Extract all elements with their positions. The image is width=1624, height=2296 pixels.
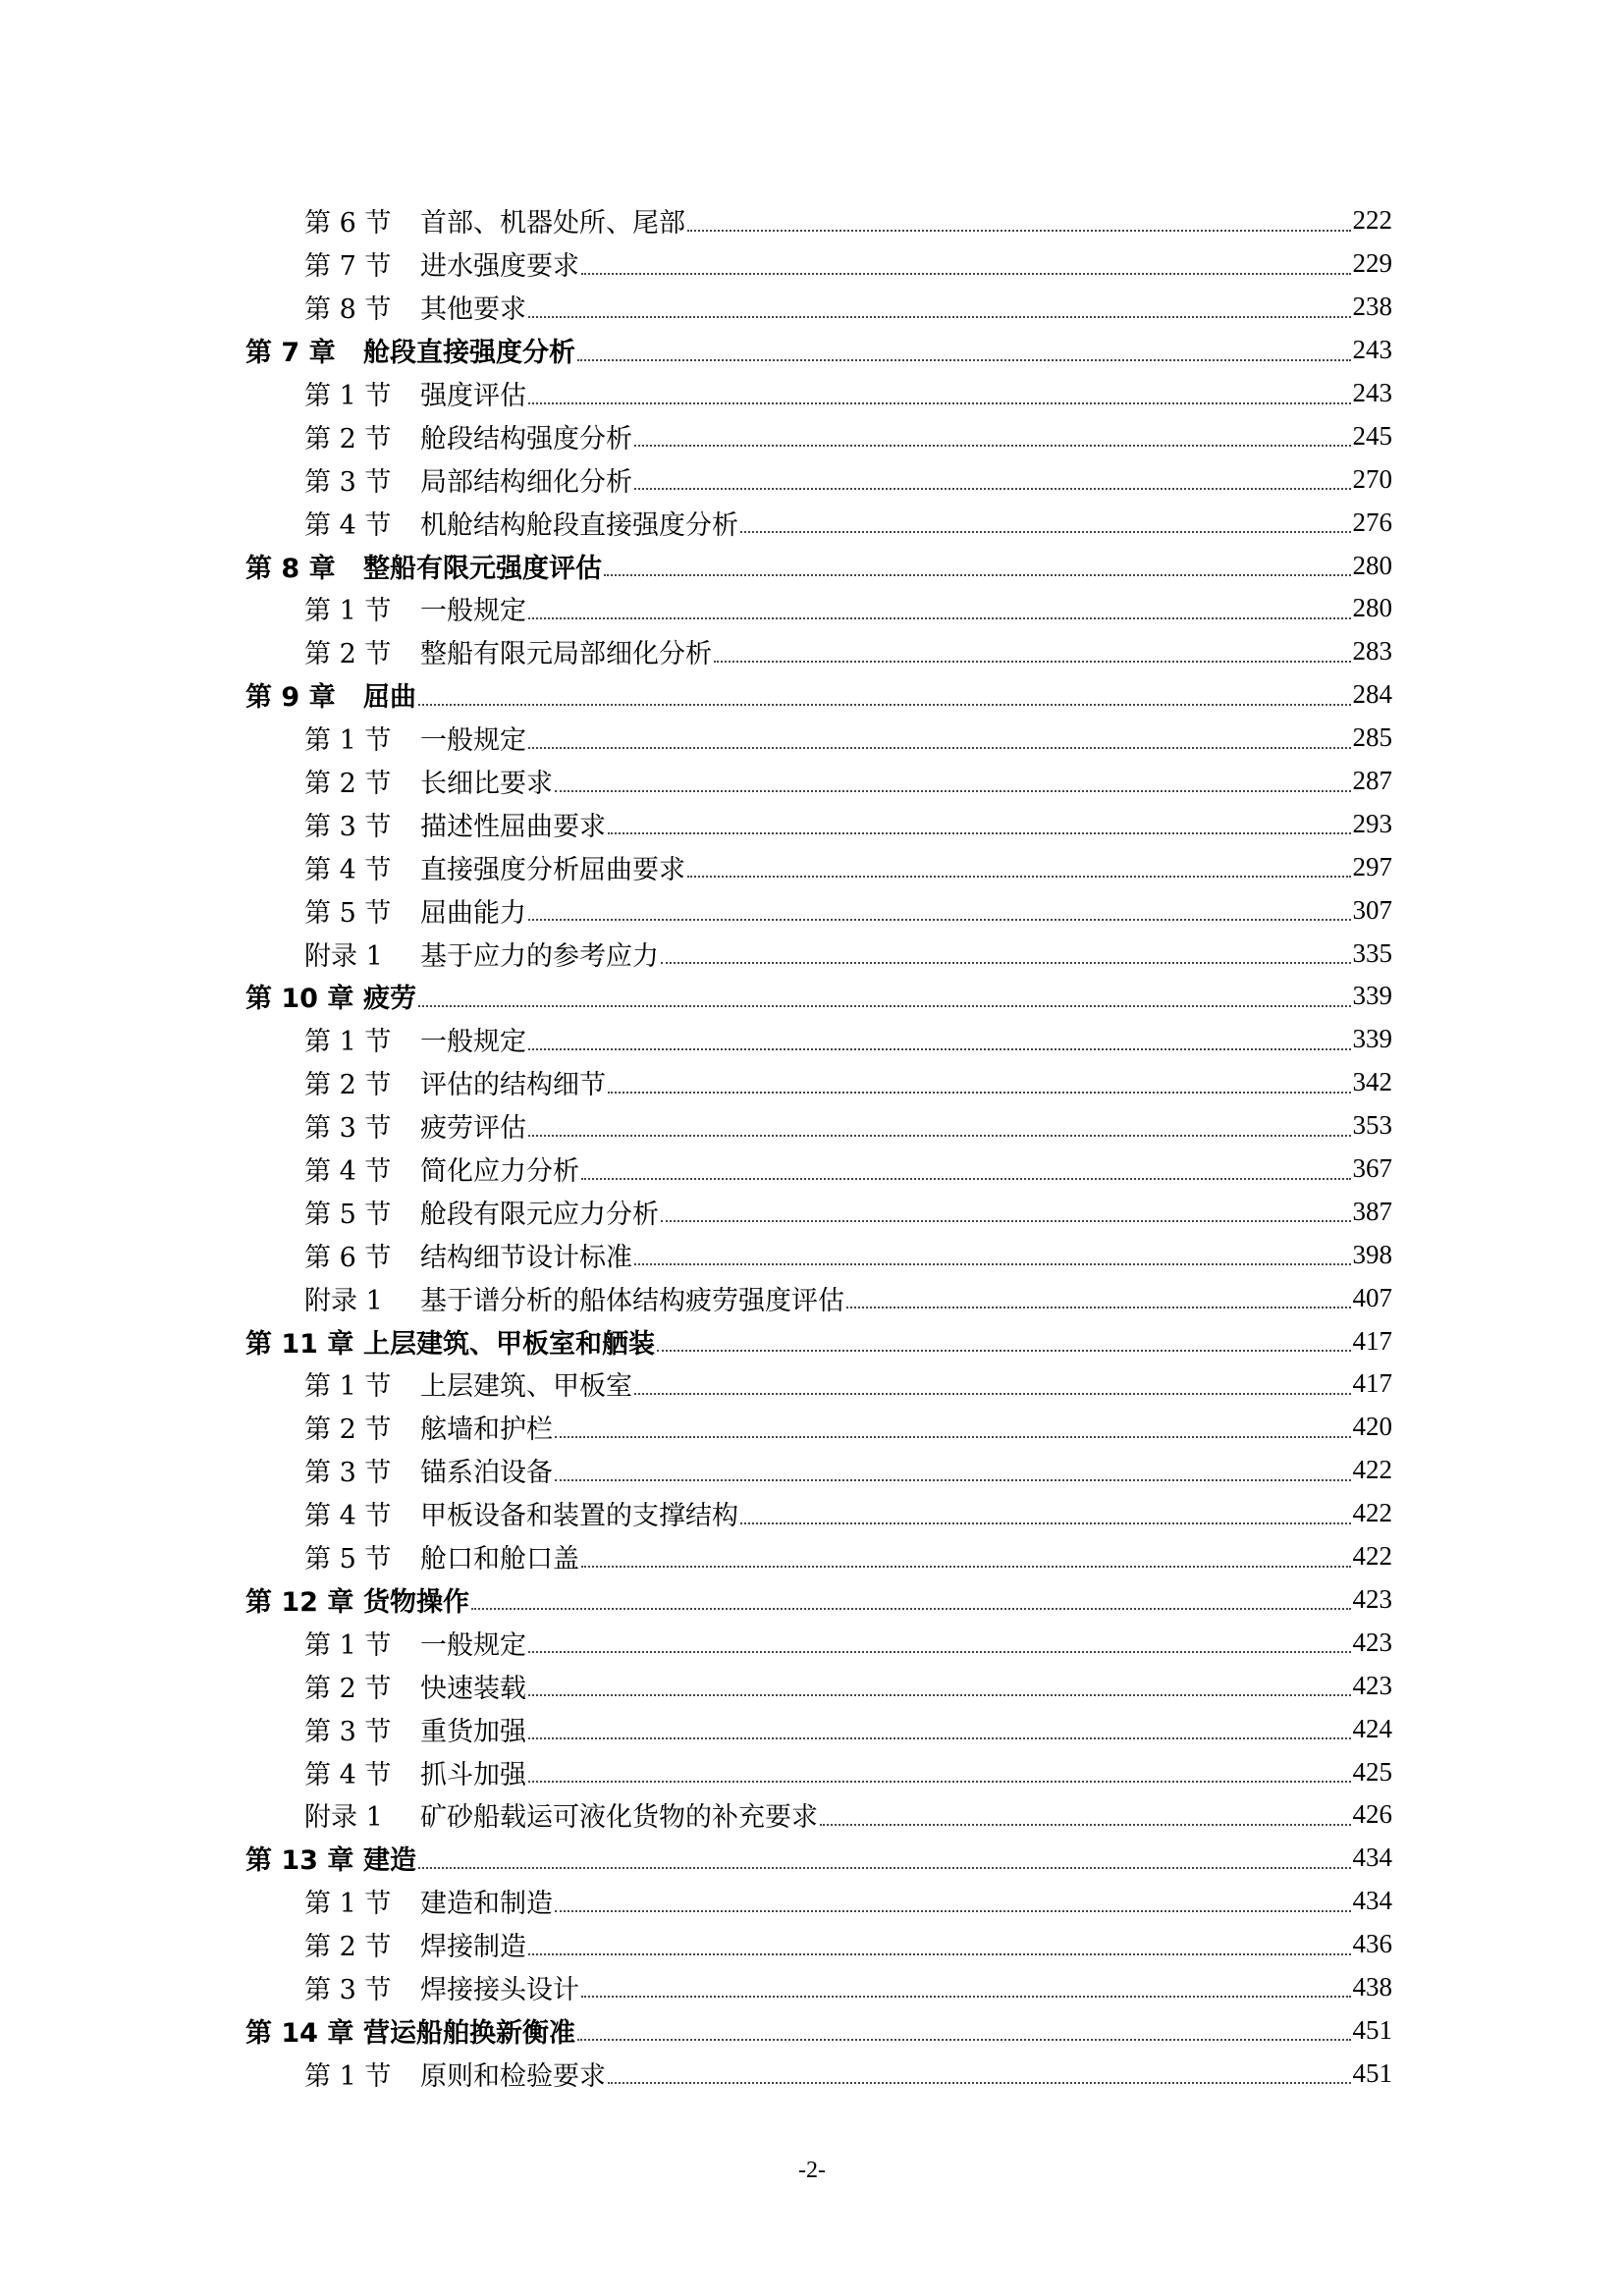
- entry-number: 第 3 节: [304, 1458, 392, 1489]
- toc-section-entry[interactable]: [245, 199, 1392, 242]
- toc-section-entry[interactable]: [245, 414, 1392, 457]
- entry-number: 第 2 节: [304, 769, 392, 800]
- toc-section-entry[interactable]: [245, 372, 1392, 415]
- entry-title: 整船有限元局部细化分析: [420, 639, 712, 670]
- toc-section-entry[interactable]: [245, 845, 1392, 888]
- entry-number: 第 4 节: [304, 509, 392, 541]
- entry-page-number: 229: [1352, 248, 1392, 279]
- entry-page-number: 436: [1352, 1929, 1392, 1959]
- entry-number: 第 4 节: [304, 1156, 392, 1188]
- entry-title: 进水强度要求: [420, 251, 579, 283]
- dot-leader: [608, 1092, 1351, 1094]
- entry-title: 一般规定: [420, 596, 526, 627]
- toc-section-entry[interactable]: [245, 630, 1392, 673]
- toc-section-entry[interactable]: [245, 1793, 1392, 1837]
- entry-number: 第 6 节: [304, 208, 392, 240]
- toc-section-entry[interactable]: [245, 1923, 1392, 1966]
- toc-section-entry[interactable]: [245, 457, 1392, 501]
- toc-section-entry[interactable]: [245, 501, 1392, 544]
- entry-number: 第 1 节: [304, 725, 392, 757]
- dot-leader: [528, 1953, 1351, 1955]
- toc-section-entry[interactable]: [245, 1061, 1392, 1104]
- entry-title: 舱段有限元应力分析: [420, 1199, 659, 1230]
- toc-section-entry[interactable]: [245, 1148, 1392, 1191]
- entry-title: 其他要求: [420, 294, 526, 326]
- entry-number: 第 4 节: [304, 1759, 392, 1790]
- dot-leader: [634, 488, 1351, 490]
- entry-page-number: 422: [1352, 1498, 1392, 1528]
- entry-number: 第 7 章: [245, 338, 336, 369]
- entry-page-number: 280: [1352, 593, 1392, 623]
- dot-leader: [528, 1694, 1351, 1696]
- entry-number: 第 5 节: [304, 897, 392, 929]
- entry-number: 第 1 节: [304, 381, 392, 411]
- entry-page-number: 276: [1352, 507, 1392, 537]
- toc-chapter-entry[interactable]: [245, 1837, 1392, 1880]
- entry-number: 第 8 章: [245, 553, 336, 584]
- entry-number: 第 4 节: [304, 1501, 392, 1532]
- entry-title: 基于谱分析的船体结构疲劳强度评估: [420, 1285, 844, 1316]
- toc-chapter-entry[interactable]: [245, 1578, 1392, 1622]
- entry-title: 焊接制造: [420, 1932, 526, 1963]
- entry-title: 直接强度分析屈曲要求: [420, 854, 685, 885]
- table-of-contents: [245, 199, 1392, 2095]
- entry-page-number: 423: [1352, 1583, 1392, 1614]
- entry-title: 描述性屈曲要求: [420, 811, 606, 842]
- entry-title: 评估的结构细节: [420, 1070, 606, 1101]
- entry-number: 第 1 节: [304, 1889, 392, 1920]
- entry-title: 上层建筑、甲板室: [420, 1371, 632, 1403]
- toc-section-entry[interactable]: [245, 587, 1392, 630]
- entry-number: 第 5 节: [304, 1199, 392, 1230]
- entry-number: 第 2 节: [304, 1415, 392, 1446]
- entry-page-number: 424: [1352, 1713, 1392, 1743]
- entry-number: 第 5 节: [304, 1544, 392, 1575]
- entry-title: 舱段结构强度分析: [420, 423, 632, 454]
- toc-section-entry[interactable]: [245, 760, 1392, 803]
- dot-leader: [528, 316, 1351, 318]
- entry-number: 第 2 节: [304, 1070, 392, 1101]
- entry-number: 第 3 节: [304, 1974, 392, 2005]
- entry-page-number: 280: [1352, 550, 1392, 580]
- entry-title: 货物操作: [363, 1586, 469, 1618]
- entry-number: 第 3 节: [304, 811, 392, 842]
- entry-number: 附录 1: [304, 1802, 383, 1834]
- dot-leader: [634, 1263, 1351, 1265]
- entry-number: 第 11 章: [245, 1328, 354, 1360]
- entry-number: 第 9 章: [245, 682, 336, 714]
- toc-chapter-entry[interactable]: [245, 2008, 1392, 2052]
- dot-leader: [846, 1307, 1351, 1308]
- dot-leader: [634, 445, 1351, 447]
- dot-leader: [528, 747, 1351, 749]
- entry-page-number: 420: [1352, 1412, 1392, 1442]
- dot-leader: [657, 1350, 1351, 1352]
- entry-number: 第 1 节: [304, 1027, 392, 1058]
- entry-title: 抓斗加强: [420, 1759, 526, 1790]
- entry-title: 长细比要求: [420, 769, 553, 800]
- dot-leader: [577, 359, 1351, 361]
- entry-page-number: 287: [1352, 766, 1392, 796]
- dot-leader: [528, 402, 1351, 404]
- entry-number: 第 3 节: [304, 466, 392, 498]
- dot-leader: [528, 919, 1351, 921]
- entry-page-number: 283: [1352, 636, 1392, 667]
- entry-title: 局部结构细化分析: [420, 466, 632, 498]
- entry-page-number: 270: [1352, 463, 1392, 494]
- toc-section-entry[interactable]: [245, 1406, 1392, 1449]
- entry-page-number: 342: [1352, 1067, 1392, 1097]
- dot-leader: [581, 273, 1351, 275]
- entry-page-number: 307: [1352, 894, 1392, 925]
- entry-title: 快速装载: [420, 1673, 526, 1704]
- entry-number: 第 1 节: [304, 2060, 392, 2092]
- entry-page-number: 434: [1352, 1886, 1392, 1916]
- dot-leader: [528, 617, 1351, 619]
- dot-leader: [555, 1436, 1351, 1438]
- entry-page-number: 297: [1352, 851, 1392, 881]
- dot-leader: [528, 1737, 1351, 1739]
- dot-leader: [418, 1005, 1351, 1007]
- dot-leader: [714, 661, 1351, 663]
- toc-section-entry[interactable]: [245, 888, 1392, 932]
- entry-title: 强度评估: [420, 381, 526, 411]
- entry-page-number: 243: [1352, 378, 1392, 407]
- entry-title: 基于应力的参考应力: [420, 940, 659, 972]
- entry-title: 一般规定: [420, 1027, 526, 1058]
- entry-number: 第 10 章: [245, 984, 354, 1015]
- entry-page-number: 426: [1352, 1799, 1392, 1830]
- dot-leader: [687, 230, 1351, 232]
- dot-leader: [528, 1781, 1351, 1783]
- entry-page-number: 335: [1352, 937, 1392, 968]
- toc-chapter-entry[interactable]: [245, 329, 1392, 372]
- entry-page-number: 438: [1352, 1971, 1392, 2002]
- entry-title: 上层建筑、甲板室和舾装: [363, 1328, 655, 1360]
- toc-section-entry[interactable]: [245, 1018, 1392, 1061]
- entry-number: 附录 1: [304, 940, 383, 972]
- entry-number: 第 3 节: [304, 1716, 392, 1747]
- entry-number: 第 12 章: [245, 1586, 354, 1618]
- toc-section-entry[interactable]: [245, 242, 1392, 286]
- toc-chapter-entry[interactable]: [245, 975, 1392, 1018]
- entry-title: 疲劳: [363, 984, 416, 1015]
- toc-section-entry[interactable]: [245, 2052, 1392, 2095]
- dot-leader: [740, 1522, 1351, 1524]
- toc-section-entry[interactable]: [245, 286, 1392, 329]
- dot-leader: [528, 1135, 1351, 1137]
- entry-title: 机舱结构舱段直接强度分析: [420, 509, 738, 541]
- dot-leader: [581, 1178, 1351, 1180]
- entry-page-number: 425: [1352, 1756, 1392, 1787]
- entry-title: 屈曲: [363, 682, 416, 714]
- entry-title: 重货加强: [420, 1716, 526, 1747]
- dot-leader: [471, 1608, 1351, 1610]
- entry-page-number: 367: [1352, 1153, 1392, 1184]
- entry-page-number: 222: [1352, 205, 1392, 236]
- entry-title: 建造和制造: [420, 1889, 553, 1920]
- entry-number: 附录 1: [304, 1285, 383, 1316]
- entry-title: 一般规定: [420, 1629, 526, 1661]
- toc-section-entry[interactable]: [245, 1276, 1392, 1319]
- entry-number: 第 1 节: [304, 1629, 392, 1661]
- entry-title: 原则和检验要求: [420, 2060, 606, 2092]
- dot-leader: [418, 1867, 1351, 1869]
- page-number: -2-: [798, 2158, 826, 2183]
- entry-page-number: 339: [1352, 981, 1392, 1011]
- entry-page-number: 423: [1352, 1627, 1392, 1657]
- entry-title: 舱口和舱口盖: [420, 1544, 579, 1575]
- dot-leader: [687, 876, 1351, 878]
- dot-leader: [528, 1651, 1351, 1653]
- dot-leader: [820, 1824, 1351, 1826]
- entry-title: 舱段直接强度分析: [363, 338, 575, 369]
- entry-number: 第 4 节: [304, 854, 392, 885]
- dot-leader: [581, 1566, 1351, 1568]
- toc-section-entry[interactable]: [245, 1449, 1392, 1492]
- entry-number: 第 1 节: [304, 596, 392, 627]
- entry-title: 舷墙和护栏: [420, 1415, 553, 1446]
- entry-number: 第 13 章: [245, 1845, 354, 1877]
- entry-page-number: 285: [1352, 722, 1392, 753]
- entry-page-number: 451: [1352, 2014, 1392, 2045]
- entry-page-number: 434: [1352, 1842, 1392, 1873]
- dot-leader: [581, 1996, 1351, 1998]
- entry-number: 第 6 节: [304, 1242, 392, 1273]
- entry-page-number: 238: [1352, 292, 1392, 322]
- toc-section-entry[interactable]: [245, 932, 1392, 975]
- entry-number: 第 7 节: [304, 251, 392, 283]
- toc-section-entry[interactable]: [245, 1535, 1392, 1578]
- dot-leader: [634, 1393, 1351, 1395]
- entry-title: 矿砂船载运可液化货物的补充要求: [420, 1802, 818, 1834]
- entry-page-number: 339: [1352, 1024, 1392, 1054]
- entry-page-number: 243: [1352, 335, 1392, 365]
- entry-number: 第 2 节: [304, 423, 392, 454]
- toc-section-entry[interactable]: [245, 1233, 1392, 1276]
- entry-number: 第 1 节: [304, 1371, 392, 1403]
- toc-section-entry[interactable]: [245, 1664, 1392, 1707]
- entry-page-number: 417: [1352, 1325, 1392, 1356]
- entry-number: 第 8 节: [304, 294, 392, 326]
- toc-chapter-entry[interactable]: [245, 1319, 1392, 1362]
- dot-leader: [418, 704, 1351, 706]
- entry-page-number: 423: [1352, 1670, 1392, 1700]
- entry-page-number: 451: [1352, 2057, 1392, 2088]
- entry-page-number: 417: [1352, 1368, 1392, 1399]
- entry-page-number: 407: [1352, 1282, 1392, 1312]
- toc-section-entry[interactable]: [245, 1492, 1392, 1535]
- dot-leader: [555, 1910, 1351, 1912]
- toc-section-entry[interactable]: [245, 1750, 1392, 1793]
- toc-chapter-entry[interactable]: [245, 673, 1392, 717]
- entry-title: 简化应力分析: [420, 1156, 579, 1188]
- entry-title: 建造: [363, 1845, 416, 1877]
- entry-number: 第 2 节: [304, 639, 392, 670]
- entry-number: 第 2 节: [304, 1673, 392, 1704]
- entry-title: 整船有限元强度评估: [363, 553, 602, 584]
- entry-page-number: 245: [1352, 420, 1392, 451]
- dot-leader: [555, 1479, 1351, 1481]
- dot-leader: [555, 790, 1351, 792]
- toc-section-entry[interactable]: [245, 1362, 1392, 1406]
- dot-leader: [577, 2039, 1351, 2041]
- dot-leader: [740, 531, 1351, 533]
- toc-section-entry[interactable]: [245, 802, 1392, 845]
- entry-title: 结构细节设计标准: [420, 1242, 632, 1273]
- entry-title: 营运船舶换新衡准: [363, 2017, 575, 2049]
- dot-leader: [528, 1048, 1351, 1050]
- entry-title: 锚系泊设备: [420, 1458, 553, 1489]
- dot-leader: [608, 832, 1351, 834]
- entry-page-number: 353: [1352, 1110, 1392, 1141]
- entry-title: 甲板设备和装置的支撑结构: [420, 1501, 738, 1532]
- entry-number: 第 3 节: [304, 1113, 392, 1145]
- toc-chapter-entry[interactable]: [245, 544, 1392, 587]
- dot-leader: [604, 574, 1351, 576]
- dot-leader: [661, 962, 1351, 964]
- entry-title: 首部、机器处所、尾部: [420, 208, 685, 240]
- entry-title: 屈曲能力: [420, 897, 526, 929]
- entry-page-number: 422: [1352, 1541, 1392, 1572]
- toc-section-entry[interactable]: [245, 1190, 1392, 1233]
- toc-section-entry[interactable]: [245, 1880, 1392, 1923]
- entry-title: 一般规定: [420, 725, 526, 757]
- toc-section-entry[interactable]: [245, 1104, 1392, 1148]
- entry-page-number: 387: [1352, 1196, 1392, 1226]
- toc-section-entry[interactable]: [245, 1966, 1392, 2009]
- entry-number: 第 14 章: [245, 2017, 354, 2049]
- dot-leader: [608, 2082, 1351, 2084]
- entry-page-number: 284: [1352, 679, 1392, 710]
- toc-section-entry[interactable]: [245, 717, 1392, 760]
- entry-page-number: 398: [1352, 1239, 1392, 1269]
- toc-section-entry[interactable]: [245, 1621, 1392, 1664]
- toc-section-entry[interactable]: [245, 1707, 1392, 1750]
- entry-page-number: 293: [1352, 808, 1392, 838]
- dot-leader: [661, 1220, 1351, 1222]
- entry-title: 疲劳评估: [420, 1113, 526, 1145]
- entry-page-number: 422: [1352, 1455, 1392, 1485]
- entry-title: 焊接接头设计: [420, 1974, 579, 2005]
- entry-number: 第 2 节: [304, 1932, 392, 1963]
